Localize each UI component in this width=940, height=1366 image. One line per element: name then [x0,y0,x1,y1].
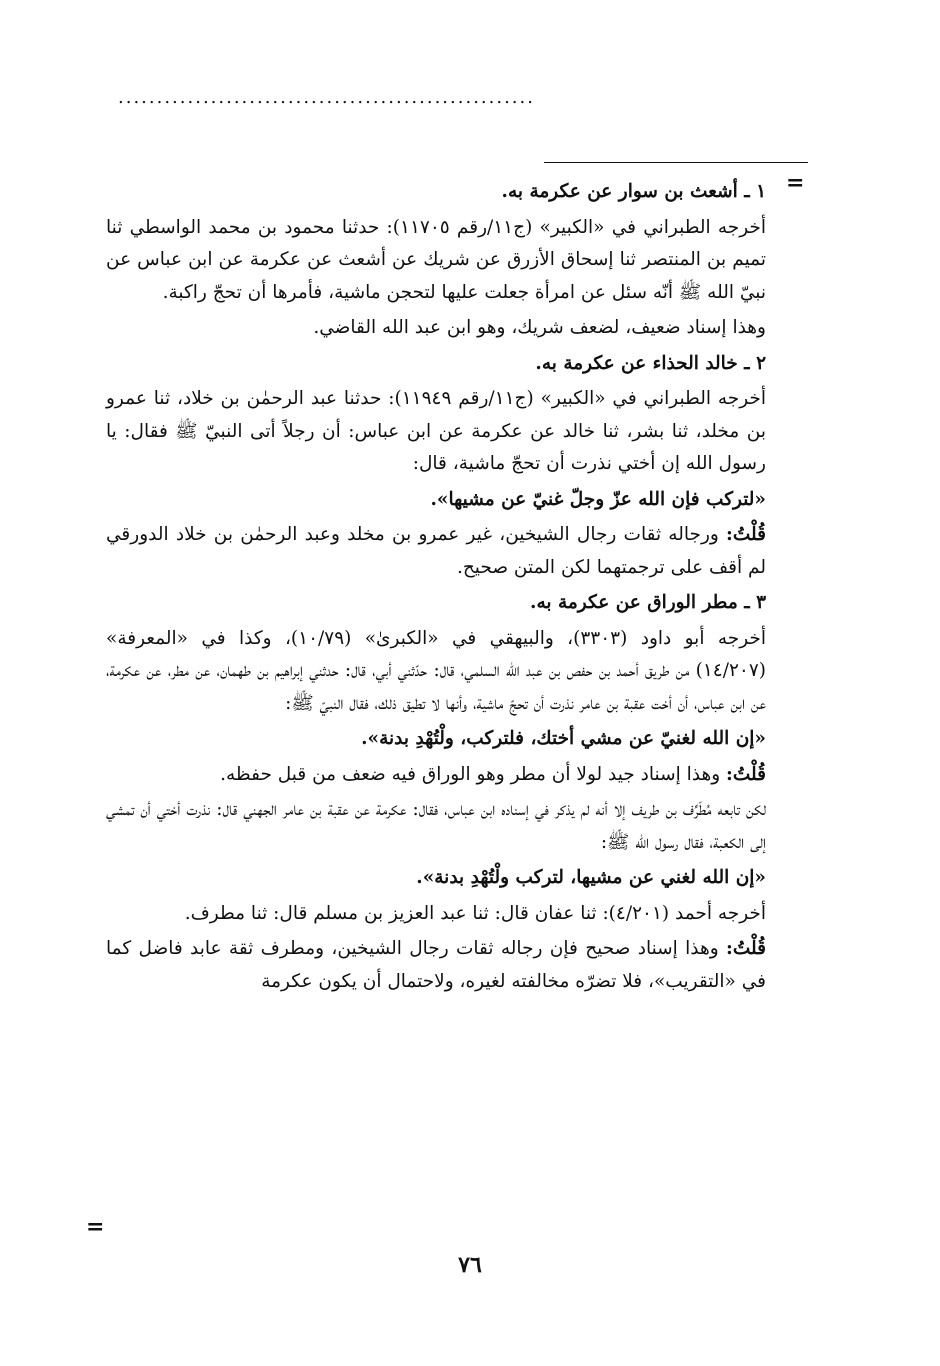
paragraph-text: وهذا إسناد ضعيف، لضعف شريك، وهو ابن عبد الله القاضي. [313,317,766,338]
paragraph-text: أخرجه الطبراني في «الكبير» (ج١١/رقم ١١٧٠٥): حدثنا محمود بن محمد الواسطي ثنا تميم بن المنتصر ثنا إسحاق الأزرق عن شريك عن أشعث عن عكرمة عن ابن عباس عن نبيّ الله ﷺ أنّه سئل عن امرأة جعلت عليها لتحجن ماشية، فأمرها أن تحجّ راكبة. [106,216,766,303]
paragraph [106,348,766,381]
hadith-quote [106,484,766,517]
paragraph-text: أخرجه أحمد (٤/٢٠١): ثنا عفان قال: ثنا عبد العزيز بن مسلم قال: ثنا مطرف. [184,902,766,924]
paragraph [106,794,766,859]
paragraph-text: أخرجه الطبراني في «الكبير» (ج١١/رقم ١١٩٤٩): حدثنا عبد الرحمٰن بن خلاد، ثنا عمرو بن مخلد، ثنا بشر، ثنا خالد عن عكرمة عن ابن عباس: أن رجلاً أتى النبيّ ﷺ فقال: يا رسول الله إن أختي نذرت أن تحجّ ماشية، قال: [106,388,767,474]
continuation-mark-bottom: = [86,1214,105,1240]
paragraph [106,519,766,584]
paragraph-text: ورجاله ثقات رجال الشيخين، غير عمرو بن مخلد وعبد الرحمٰن بن خلاد الدورقي لم أقف على ترجمتهما لكن المتن صحيح. [106,524,766,578]
paragraph-text: «لتركب فإن الله عزّ وجلّ غنيّ عن مشيها». [430,488,766,510]
paragraph [106,312,766,345]
paragraph-text: وهذا إسناد صحيح فإن رجاله ثقات رجال الشيخين، ومطرف ثقة عابد فاضل كما في «التقريب»، فلا تضرّه مخالفته لغيره، ولاحتمال أن يكون عكرمة [106,938,766,992]
page-number: ٧٦ [458,1252,482,1278]
paragraph-text: لكن تابعه مُطَرِّف بن طريف إلا أنه لم يذكر في إسناده ابن عباس، فقال: عكرمة عن عقبة بن عامر الجهني قال: نذرت أختي أن تمشي إلى الكعبة، فقال رسول الله ﷺ: [106,799,766,853]
paragraph-text: أخرجه أبو داود (٣٣٠٣)، والبيهقي في «الكبرىٰ» (١٠/٧٩)، وكذا في «المعرفة» (١٤/٢٠٧) من طريق أحمد بن حفص بن عبد الله السلمي، قال: حدّثني أبي، قال: حدثني إبراهيم بن طهمان، عن مطر، عن عكرمة، عن ابن عباس، أن أخت عقبة بن عامر نذرت أن تحجّ ماشية، وأنها لا تطيق ذلك، فقال النبيّ ﷺ: [106,627,766,714]
paragraph-text: وهذا إسناد جيد لولا أن مطر وهو الوراق فيه ضعف من قبل حفظه. [220,763,727,785]
paragraph [106,176,766,209]
paragraph-text: «إن الله لغنيّ عن مشي أختك، فلتركب، ولْتُهْدِ بدنة». [361,728,766,749]
paragraph [106,212,766,310]
continuation-mark-top: = [786,170,805,196]
paragraph-text: ٢ ـ خالد الحذاء عن عكرمة به. [535,352,766,374]
paragraph-text: ١ ـ أشعث بن سوار عن عكرمة به. [501,181,766,202]
qult-label: قُلْتُ: [726,524,766,545]
footnote-content [106,176,766,1001]
paragraph [106,898,766,931]
paragraph [106,933,766,998]
paragraph [106,759,766,792]
paragraph [106,383,766,481]
paragraph-text: ٣ ـ مطر الوراق عن عكرمة به. [530,592,766,613]
qult-label: قُلْتُ: [726,763,766,785]
paragraph-text: «إن الله لغني عن مشيها، لتركب ولْتُهْدِ بدنة». [416,867,766,888]
footnote-rule [544,162,808,163]
hadith-quote [106,723,766,756]
paragraph [106,587,766,620]
dotted-separator: ...................................................... [118,88,535,108]
paragraph [106,623,766,721]
hadith-quote [106,862,766,895]
qult-label: قُلْتُ: [726,938,766,959]
